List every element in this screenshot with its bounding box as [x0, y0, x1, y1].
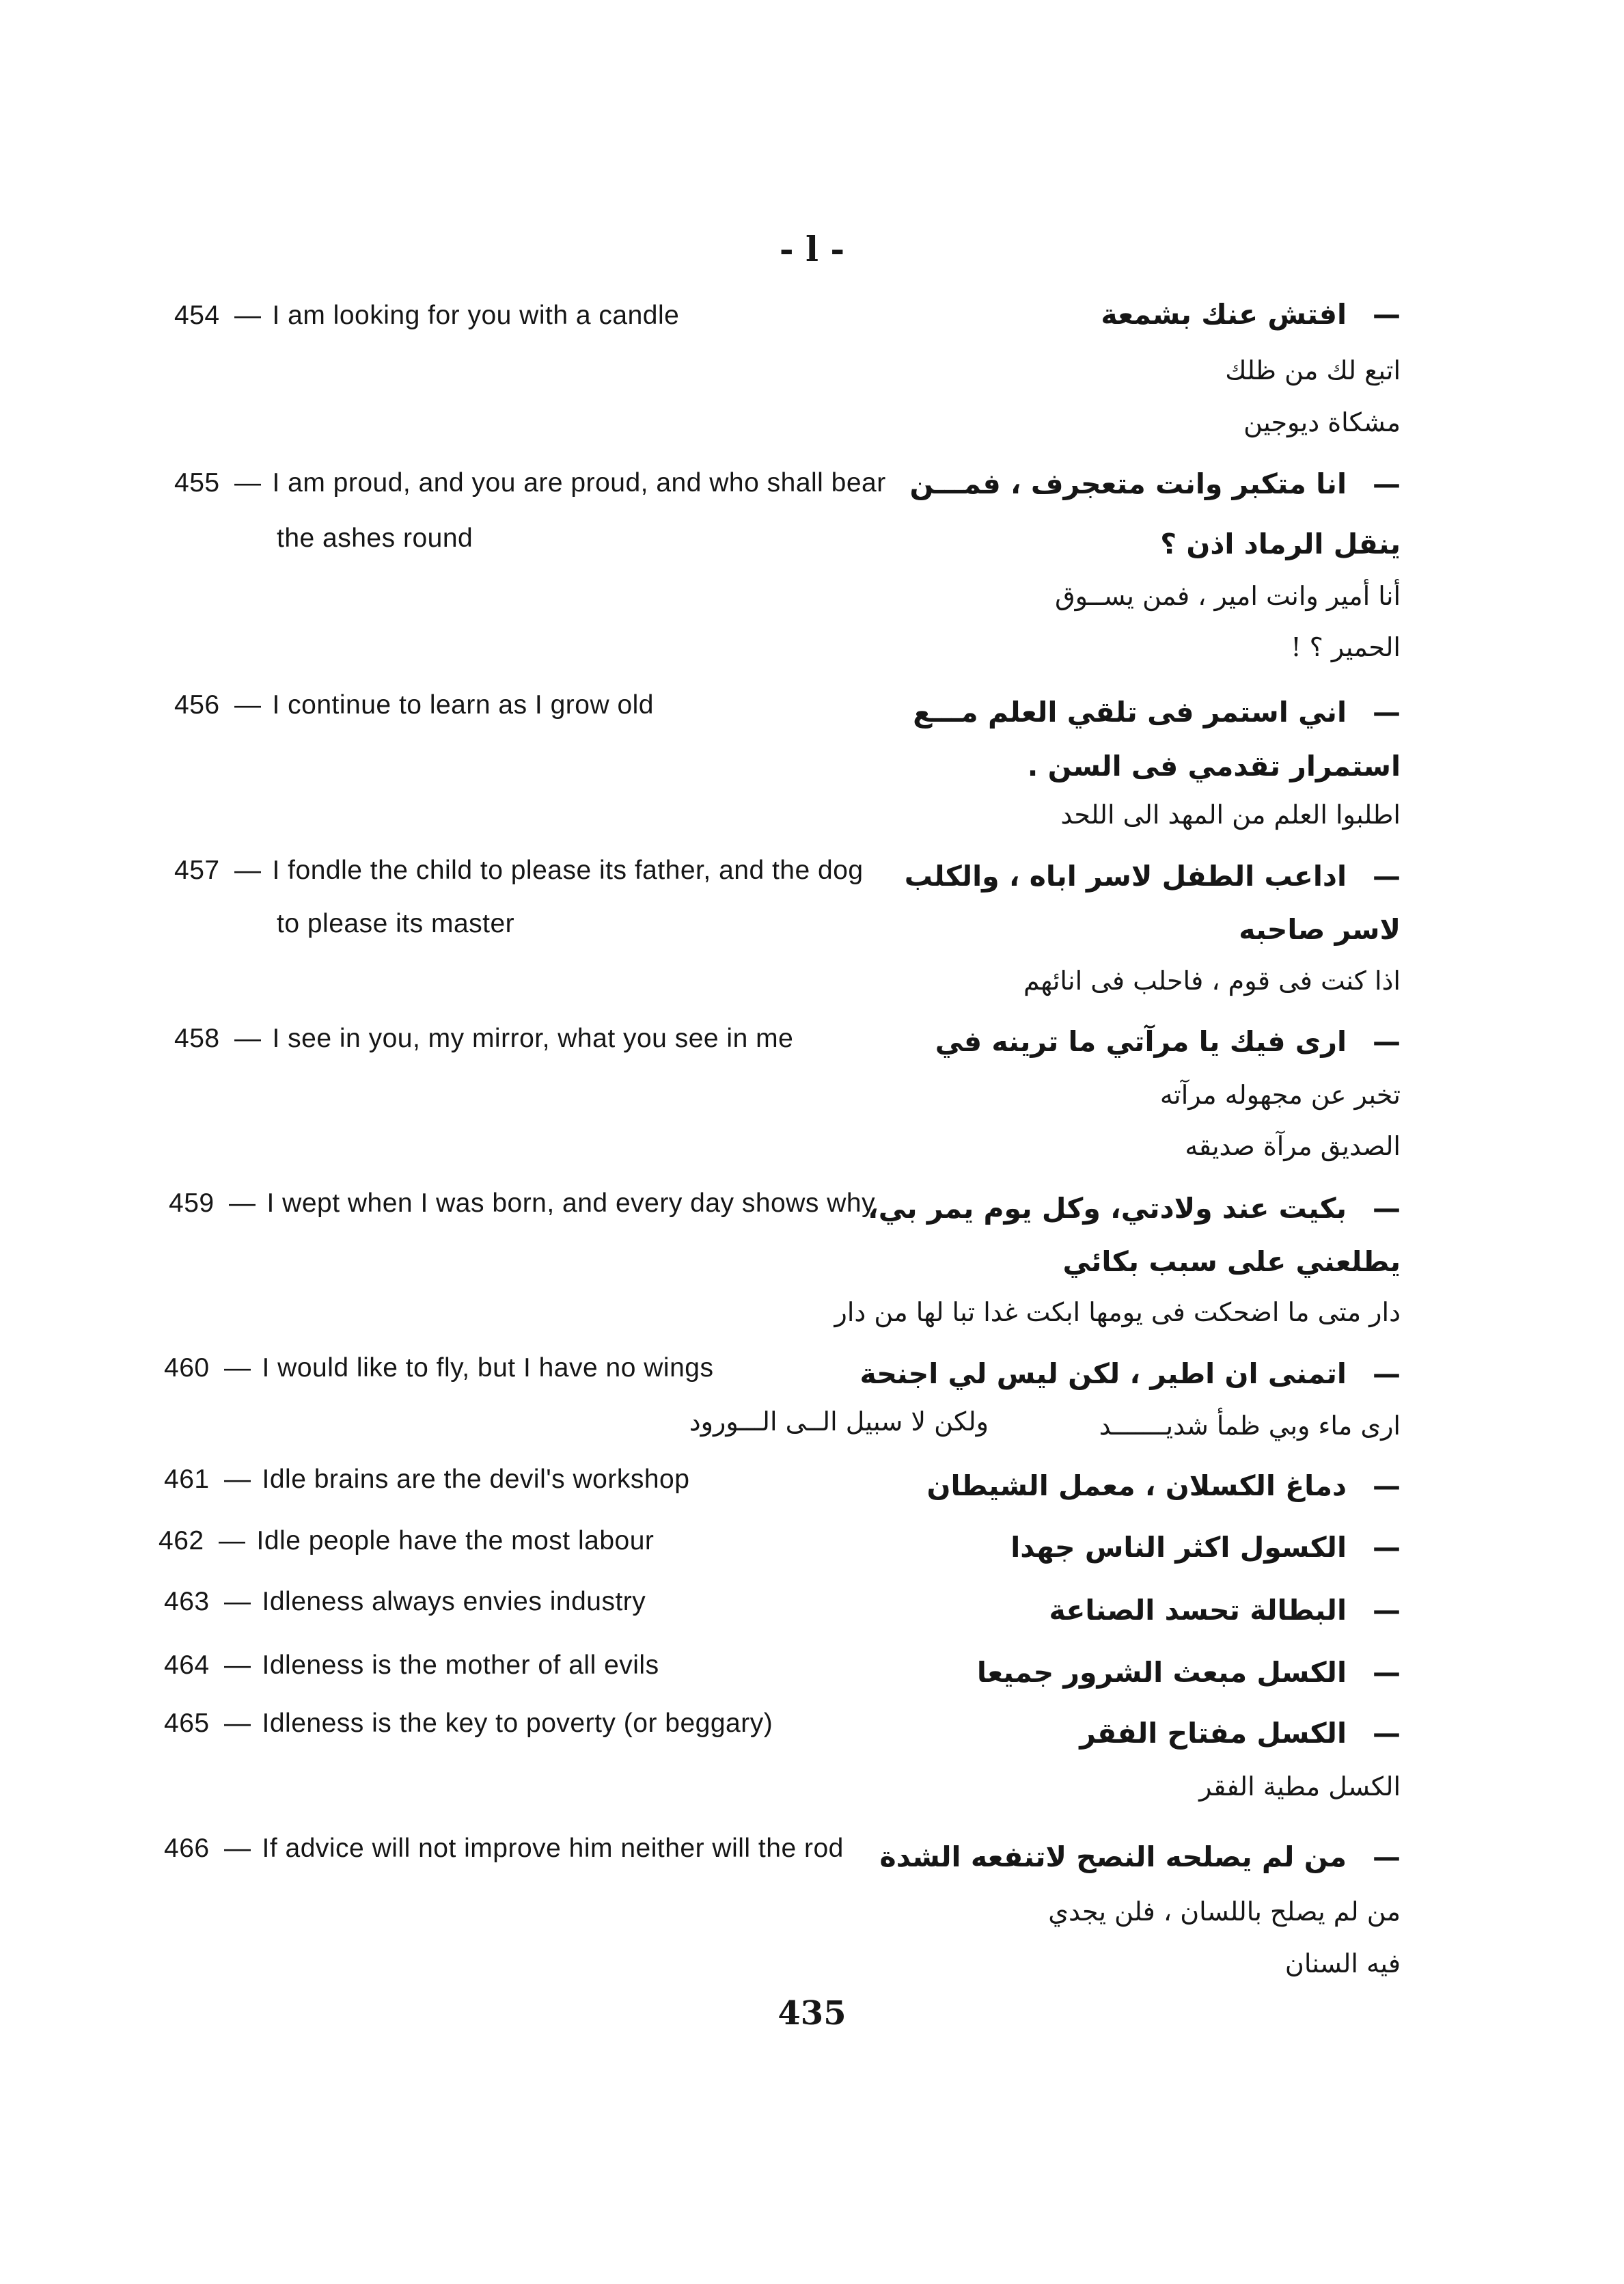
entry-455-arabic-note: أنا أمير وانت امير ، فمن يســوق	[1055, 581, 1401, 611]
entry-454-english: 454 — I am looking for you with a candle	[174, 301, 680, 330]
entry-number: 454	[174, 301, 220, 330]
entry-457-arabic-note: اذا كنت فى قوم ، فاحلب فى انائهم	[1023, 966, 1401, 996]
entry-455-arabic-cont: ينقل الرماد اذن ؟	[1160, 528, 1401, 560]
entry-455-english: 455 — I am proud, and you are proud, and who shall bear	[174, 468, 886, 498]
entry-text: I am looking for you with a candle	[272, 301, 680, 330]
entry-455-arabic-note: الحمير ؟ !	[1291, 632, 1401, 662]
entry-460-arabic: —اتمنى ان اطير ، لكن ليس لي اجنحة	[859, 1357, 1401, 1390]
entry-455-english-cont: the ashes round	[277, 524, 473, 553]
entry-466-arabic-note: فيه السنان	[1284, 1948, 1401, 1979]
entry-456-arabic-note: اطلبوا العلم من المهد الى اللحد	[1060, 800, 1401, 830]
entry-461-english: 461 — Idle brains are the devil's workshop	[164, 1465, 690, 1494]
entry-457-arabic: —اداعب الطفل لاسر اباه ، والكلب	[904, 860, 1401, 893]
entry-454-arabic-note: اتبع لك من ظلك	[1225, 355, 1401, 385]
entry-454-arabic: —افتش عنك بشمعة	[1101, 298, 1401, 331]
entry-466-arabic: —من لم يصلحه النصح لاتنفعه الشدة	[879, 1840, 1401, 1873]
entry-455-arabic: —انا متكبر وانت متعجرف ، فمـــن	[909, 467, 1401, 500]
entry-459-arabic-note: دار متى ما اضحكت فى يومها ابكت غدا تبا لها من دار	[834, 1297, 1401, 1327]
entry-457-english: 457 — I fondle the child to please its father, and the dog	[174, 856, 864, 885]
entry-458-arabic-note: تخبر عن مجهوله مرآته	[1159, 1080, 1401, 1110]
entry-463-english: 463 — Idleness always envies industry	[164, 1587, 646, 1616]
entry-460-english: 460 — I would like to fly, but I have no wings	[164, 1353, 714, 1383]
page-number: 435	[777, 1994, 847, 2033]
entry-456-english: 456 — I continue to learn as I grow old	[174, 690, 654, 720]
entry-454-arabic-note: مشكاة ديوجين	[1243, 407, 1401, 437]
entry-460-arabic-note-second-hemistich: ولكن لا سبيل الــى الـــورود	[689, 1406, 989, 1437]
entry-458-english: 458 — I see in you, my mirror, what you see in me	[174, 1024, 794, 1053]
entry-459-english: 459 — I wept when I was born, and every day shows why	[169, 1188, 876, 1218]
entry-457-english-cont: to please its master	[277, 909, 515, 938]
entry-462-arabic: —الكسول اكثر الناس جهدا	[1010, 1531, 1401, 1564]
entry-459-arabic-cont: يطلعني على سبب بكائي	[1062, 1245, 1401, 1278]
entry-464-arabic: —الكسل مبعث الشرور جميعا	[976, 1656, 1401, 1689]
entry-458-arabic-note: الصديق مرآة صديقه	[1185, 1131, 1401, 1161]
entry-456-arabic: —اني استمر فى تلقي العلم مـــع	[913, 696, 1401, 729]
entry-465-arabic: —الكسل مفتاح الفقر	[1079, 1717, 1401, 1750]
entry-458-arabic: —ارى فيك يا مرآتي ما ترينه في	[935, 1025, 1401, 1058]
entry-465-arabic-note: الكسل مطية الفقر	[1199, 1771, 1401, 1802]
entry-466-arabic-note: من لم يصلح باللسان ، فلن يجدي	[1048, 1896, 1401, 1927]
entry-459-arabic: —بكيت عند ولادتي، وكل يوم يمر بي،	[868, 1192, 1401, 1225]
page-header: - l -	[779, 229, 845, 269]
entry-460-arabic-note: ارى ماء وبي ظمأ شديـــــــد	[1099, 1411, 1401, 1441]
entry-461-arabic: —دماغ الكسلان ، معمل الشيطان	[926, 1469, 1401, 1502]
entry-465-english: 465 — Idleness is the key to poverty (or beggary)	[164, 1709, 773, 1738]
entry-462-english: 462 — Idle people have the most labour	[159, 1526, 655, 1555]
entry-464-english: 464 — Idleness is the mother of all evils	[164, 1650, 659, 1680]
entry-466-english: 466 — If advice will not improve him neither will the rod	[164, 1834, 844, 1863]
entry-456-arabic-cont: استمرار تقدمي فى السن .	[1027, 750, 1401, 783]
entry-457-arabic-cont: لاسر صاحبه	[1239, 913, 1401, 946]
entry-463-arabic: —البطالة تحسد الصناعة	[1049, 1594, 1401, 1627]
